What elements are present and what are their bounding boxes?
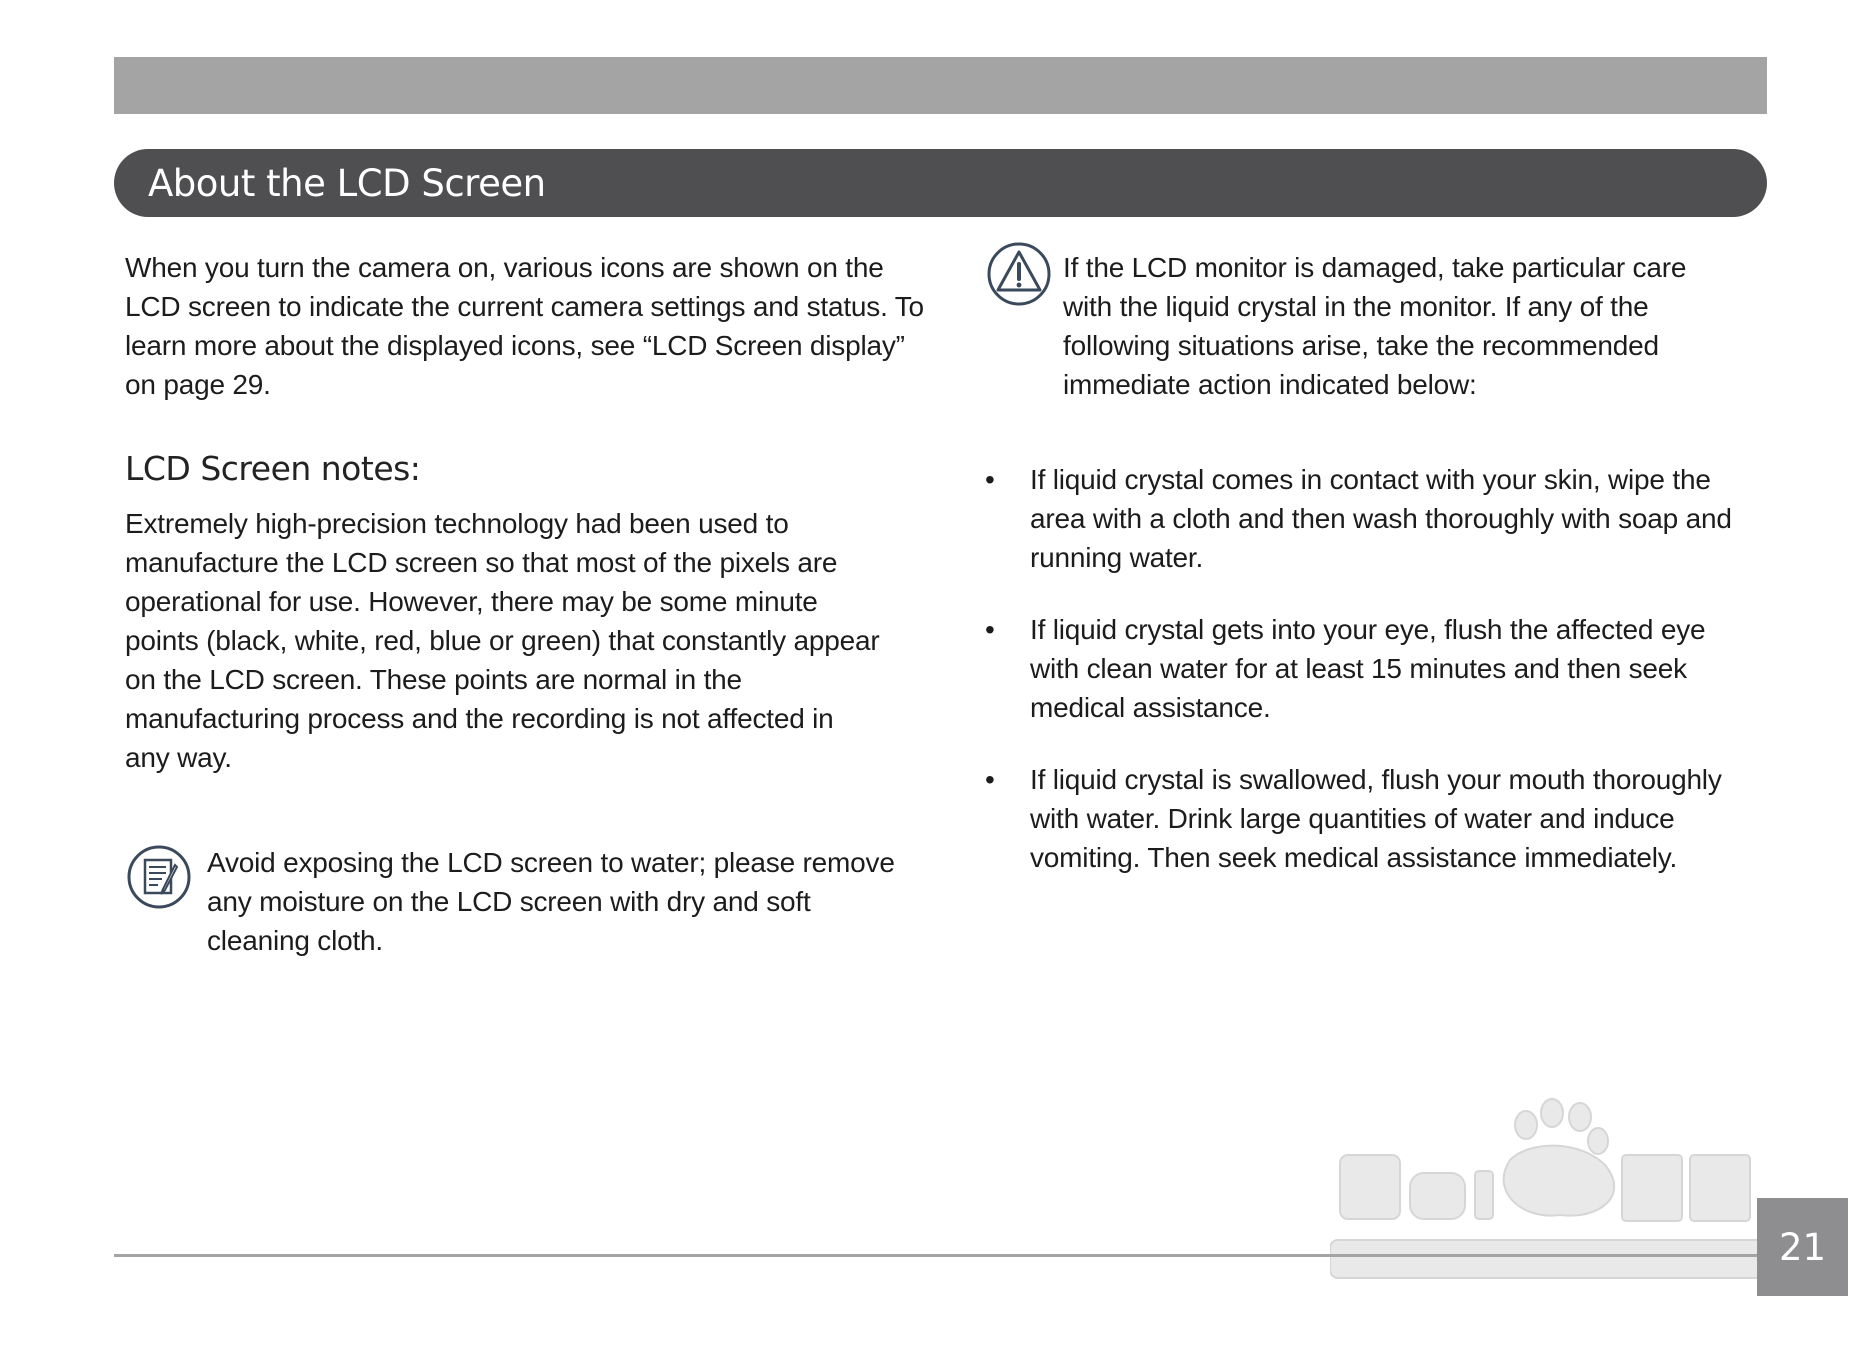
intro-paragraph: When you turn the camera on, various icons are shown on the LCD screen to indicate the current camera settings and status. To learn more about the displayed icons, see “LCD Screen display” on page 29. xyxy=(125,252,924,400)
note-tip xyxy=(125,843,905,960)
warning-block xyxy=(985,240,1765,404)
note-icon xyxy=(125,843,193,911)
warning-text: If the LCD monitor is damaged, take particular care with the liquid crystal in the monitor. If any of the following situations arise, take the recommended immediate action indicated below: xyxy=(1063,252,1687,400)
list-item xyxy=(985,760,1765,877)
note-tip-text: Avoid exposing the LCD screen to water; please remove any moisture on the LCD screen with dry and soft cleaning cloth. xyxy=(207,847,895,956)
list-item-text: If liquid crystal is swallowed, flush your mouth thoroughly with water. Drink large quantities of water and induce vomiting. Then seek medical assistance immediately. xyxy=(1030,764,1722,873)
top-header-bar xyxy=(114,57,1767,114)
page-number: 21 xyxy=(1778,1225,1827,1269)
section-title-bar xyxy=(114,149,1767,217)
baidu-watermark-logo xyxy=(1330,1085,1780,1295)
warning-icon xyxy=(985,240,1053,308)
bullet-icon: • xyxy=(985,614,995,645)
page-number-box xyxy=(1757,1198,1848,1296)
notes-paragraph: Extremely high-precision technology had been used to manufacture the LCD screen so that most of the pixels are operational for use. However, there may be some minute points (black, white, red, blue or green) that constantly appear on the LCD screen. These points are normal in the manufacturing process and the recording is not affected in any way. xyxy=(125,508,880,773)
list-item-text: If liquid crystal comes in contact with your skin, wipe the area with a cloth and then wash thoroughly with soap and running water. xyxy=(1030,464,1732,573)
list-item-text: If liquid crystal gets into your eye, flush the affected eye with clean water for at least 15 minutes and then seek medical assistance. xyxy=(1030,614,1706,723)
page-title: About the LCD Screen xyxy=(148,161,546,205)
notes-heading: LCD Screen notes: xyxy=(125,449,421,488)
action-list xyxy=(985,460,1765,910)
list-item xyxy=(985,610,1765,727)
bullet-icon: • xyxy=(985,764,995,795)
footer-rule xyxy=(114,1254,1764,1257)
bullet-icon: • xyxy=(985,464,995,495)
list-item xyxy=(985,460,1765,577)
